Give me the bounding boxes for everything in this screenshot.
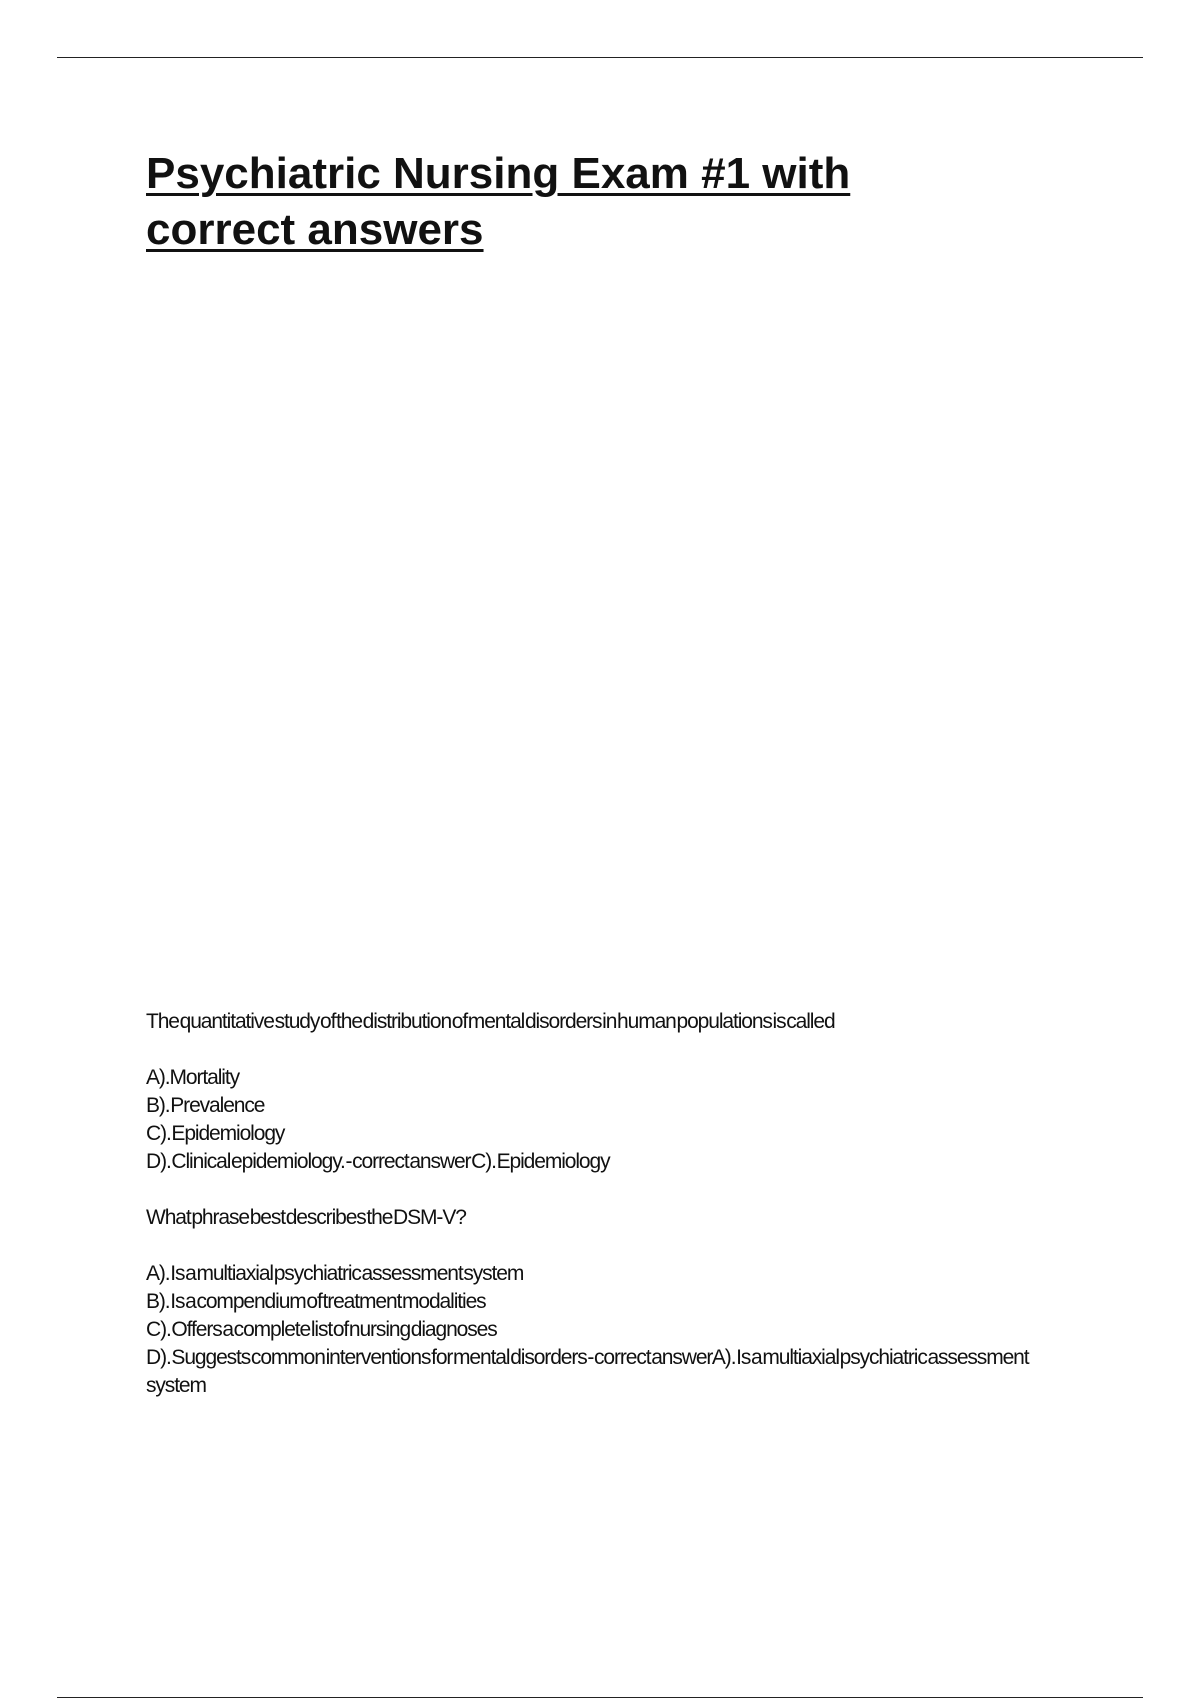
question-text: The quantitative study of the distribution of mental disorders in human populations is called: [146, 1010, 835, 1033]
option-a: A).Mortality: [146, 1066, 239, 1089]
bottom-rule: [57, 1697, 1143, 1698]
question-text: What phrase best describes the DSM-V?: [146, 1206, 466, 1229]
title-line-2: correct answers: [146, 205, 484, 254]
title-line-1: Psychiatric Nursing Exam #1 with: [146, 149, 851, 198]
question-2: [146, 1204, 1066, 1400]
page-title: [146, 146, 1046, 258]
option-b: B). Prevalence: [146, 1094, 265, 1117]
option-c: C). Epidemiology: [146, 1122, 285, 1145]
top-rule: [57, 57, 1143, 58]
option-b: B). Is a compendium of treatment modalities: [146, 1290, 486, 1313]
exam-content: [146, 1008, 1066, 1428]
option-d-with-answer: D). Suggests common interventions for mental disorders - correct answer A). Is a multiaxial psychiatric assessment system: [146, 1346, 1029, 1397]
question-1: [146, 1008, 1066, 1176]
option-a: A). Is a multiaxial psychiatric assessment system: [146, 1262, 524, 1285]
option-c: C). Offers a complete list of nursing diagnoses: [146, 1318, 497, 1341]
answer-options: [146, 1064, 1066, 1176]
option-d-with-answer: D). Clinical epidemiology. - correct answer C). Epidemiology: [146, 1150, 610, 1173]
answer-options: [146, 1260, 1066, 1400]
